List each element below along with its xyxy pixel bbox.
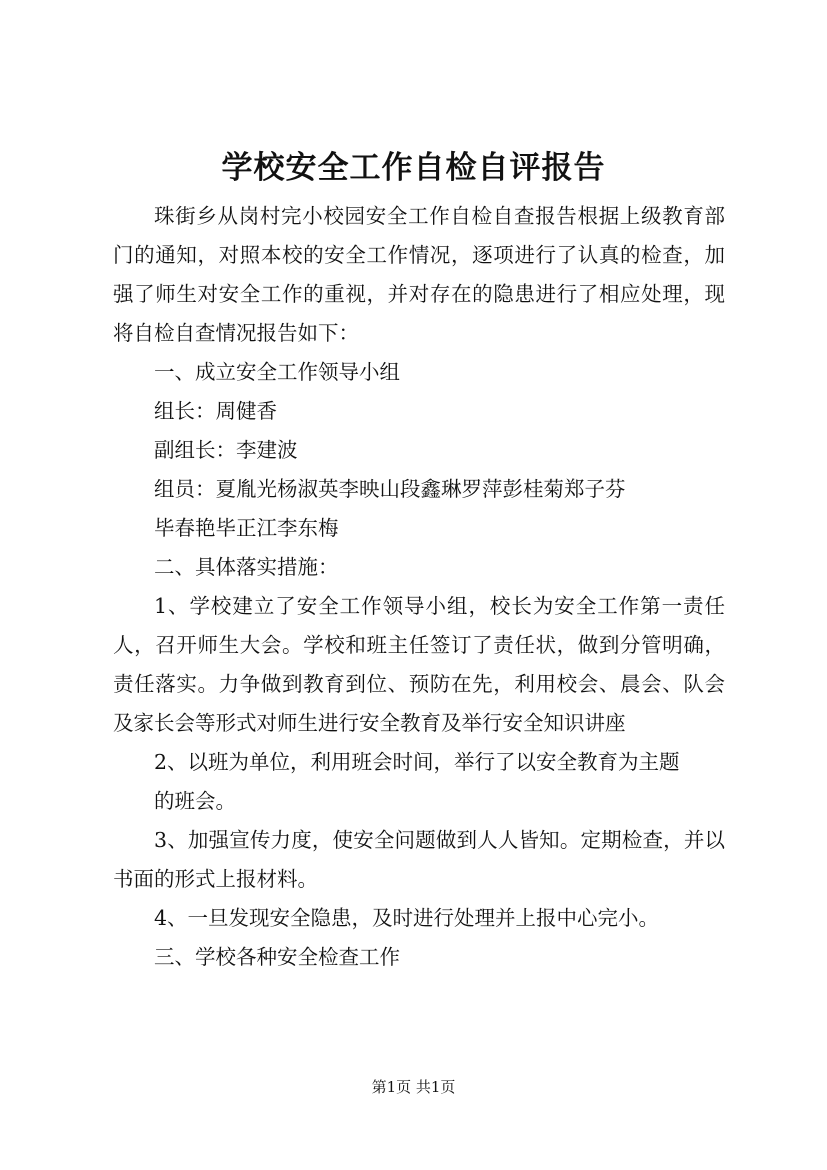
document-title: 学校安全工作自检自评报告 <box>221 150 606 186</box>
document-body <box>113 197 725 977</box>
deputy-leader-line: 副组长：李建波 <box>154 438 298 462</box>
measure-3-paragraph: 3、加强宣传力度，使安全问题做到人人皆知。定期检查，并以书面的形式上报材料。 <box>113 828 725 891</box>
measure-1-paragraph: 1、学校建立了安全工作领导小组，校长为安全工作第一责任人，召开师生大会。学校和班主任签订了责任状，做到分管明确，责任落实。力争做到教育到位、预防在先，利用校会、晨会、队会及家长会等形式对师生进行安全教育及举行安全知识讲座 <box>113 594 725 735</box>
leader-line: 组长：周健香 <box>154 399 277 423</box>
measure-4-line: 4、一旦发现安全隐患，及时进行处理并上报中心完小。 <box>154 906 660 930</box>
page-footer: 第1页 共1页 <box>371 1078 456 1096</box>
members-line: 组员：夏胤光杨淑英李映山段鑫琳罗萍彭桂菊郑子芬 <box>154 477 626 501</box>
members-line-continued: 毕春艳毕正江李东梅 <box>154 516 339 540</box>
section-heading-1: 一、成立安全工作领导小组 <box>154 360 400 384</box>
section-heading-3: 三、学校各种安全检查工作 <box>154 945 400 969</box>
section-heading-2: 二、具体落实措施： <box>154 555 339 579</box>
measure-2-line: 2、以班为单位，利用班会时间，举行了以安全教育为主题 <box>154 750 680 774</box>
measure-2-line-continued: 的班会。 <box>154 789 236 813</box>
intro-paragraph: 珠街乡从岗村完小校园安全工作自检自查报告根据上级教育部门的通知，对照本校的安全工作情况，逐项进行了认真的检查，加强了师生对安全工作的重视，并对存在的隐患进行了相应处理，现将自检自查情况报告如下： <box>113 204 725 345</box>
